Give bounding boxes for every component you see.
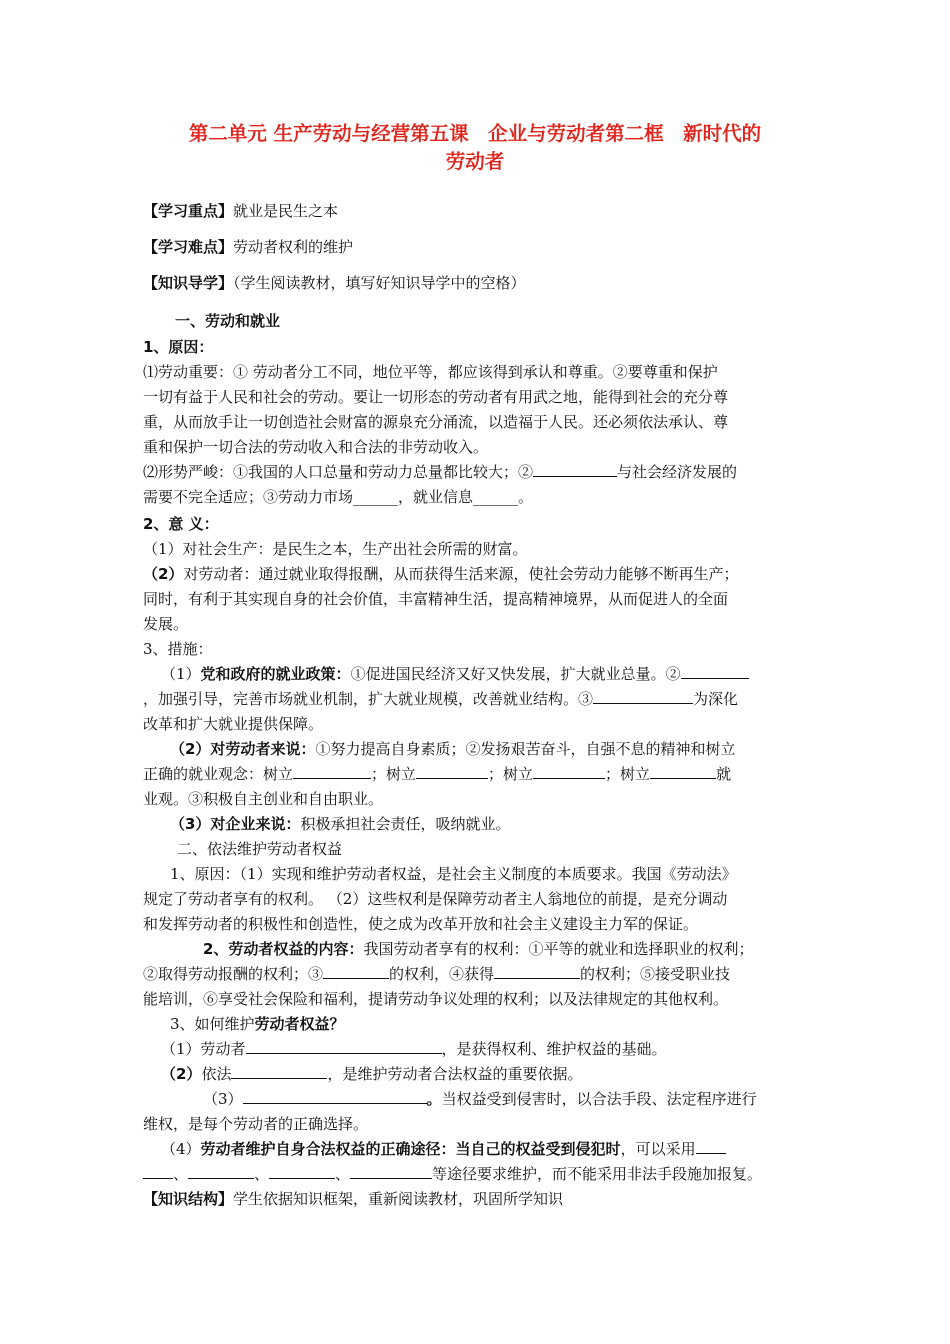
s1-meaning-a: （1）对社会生产：是民生之本，生产出社会所需的财富。 [143,540,528,558]
s2-content-text-c: 的权利；⑤接受职业技 [580,965,731,983]
fill-blank[interactable] [269,1163,335,1179]
knowledge-guide-text: （学生阅读教材，填写好知识导学中的空格） [233,274,526,292]
fill-blank[interactable] [650,763,716,779]
s1-reason-a-line1: ⑴劳动重要：① 劳动者分工不同，地位平等，都应该得到承认和尊重。②要尊重和保护 [143,363,718,381]
s1-measures-c [170,813,510,835]
s2-how-c-period: 。 [426,1090,442,1108]
s1-reason-a-line2: 一切有益于人民和社会的劳动。要让一切形态的劳动者有用武之地，能得到社会的充分尊 [143,388,729,406]
s1-reason-label: 1、原因： [143,338,214,356]
s1-measures-b-text-a: 正确的就业观念：树立 [143,765,294,783]
s1-measures-a-line1 [161,663,749,685]
s1-meaning-b-text: 对劳动者：通过就业取得报酬，从而获得生活来源，使社会劳动力能够不断再生产； [183,565,739,583]
s1-measures-a-num: （1） [161,665,201,683]
study-difficulty [143,236,353,258]
fill-blank[interactable] [246,1038,442,1054]
s2-content-line1 [203,938,753,960]
s1-reason-b-line2: 需要不完全适应；③劳动力市场______，就业信息______。 [143,488,534,506]
s2-how-d-text: ，可以采用 [620,1140,696,1158]
fill-blank[interactable] [231,1063,327,1079]
s2-content-line3: 能培训，⑥享受社会保险和福利，提请劳动争议处理的权利；以及法律规定的其他权利。 [143,990,729,1008]
knowledge-structure [143,1188,563,1210]
s2-how-a-text-2: ，是获得权利、维护权益的基础。 [441,1040,667,1058]
s1-meaning-b-num: （2） [143,565,184,583]
section-1-heading: 一、劳动和就业 [175,312,281,330]
study-focus-label: 【学习重点】 [143,202,234,220]
knowledge-guide-label: 【知识导学】 [143,274,234,292]
s1-meaning-b-line3: 发展。 [143,615,189,633]
s1-measures-a-line2 [143,688,738,710]
s2-how-c-line1 [203,1088,757,1110]
section-2-heading: 二、依法维护劳动者权益 [177,840,343,858]
fill-blank[interactable] [696,1138,726,1154]
study-focus-text: 就业是民生之本 [233,202,339,220]
s1-measures-b-heading: （2）对劳动者来说： [170,740,316,758]
s1-reason-a-line3: 重，从而放手让一切创造社会财富的源泉充分涌流，以造福于人民。还必须依法承认、尊 [143,413,729,431]
s1-meaning-b-line2: 同时，有利于其实现自身的社会价值，丰富精神生活，提高精神境界，从而促进人的全面 [143,590,729,608]
fill-blank[interactable] [593,688,693,704]
s1-measures-c-heading: （3）对企业来说： [170,815,301,833]
s1-meaning-label: 2、意 义： [143,515,219,533]
fill-blank[interactable] [188,1163,254,1179]
s1-measures-b-text-d: ；树立 [605,765,651,783]
s1-measures-a-text-3: 为深化 [693,690,739,708]
knowledge-guide [143,272,526,294]
s1-reason-b-text-2: 与社会经济发展的 [617,463,738,481]
s2-reason-line1: 1、原因：（1）实现和维护劳动者权益，是社会主义制度的本质要求。我国《劳动法》 [170,865,737,883]
s2-how-c-line2: 维权，是每个劳动者的正确选择。 [143,1115,369,1133]
s1-measures-b-line2 [143,763,731,785]
s2-content-heading: 2、劳动者权益的内容： [203,940,364,958]
page-title [120,120,830,176]
s1-meaning-b-line1 [143,563,738,585]
s2-how-b-text-1: 依法 [201,1065,232,1083]
fill-blank[interactable] [681,663,749,679]
knowledge-structure-label: 【知识结构】 [143,1190,234,1208]
fill-blank[interactable] [243,1088,427,1104]
s2-content-text: 我国劳动者享有的权利：①平等的就业和选择职业的权利； [363,940,754,958]
fill-blank[interactable] [323,963,389,979]
s1-measures-a-text-2: ，加强引导，完善市场就业机制，扩大就业规模，改善就业结构。③ [143,690,594,708]
s2-content-text-a: ②取得劳动报酬的权利；③ [143,965,324,983]
s1-measures-label: 3、措施： [143,640,213,658]
s2-how-d-line1 [161,1138,726,1160]
s2-reason-line3: 和发挥劳动者的积极性和创造性，使之成为改革开放和社会主义建设主力军的保证。 [143,915,699,933]
fill-blank[interactable] [350,1163,432,1179]
s1-measures-a-text: ①促进国民经济又好又快发展，扩大就业总量。② [350,665,681,683]
study-difficulty-text: 劳动者权利的维护 [233,238,354,256]
s2-how-text-a: 3、如何维护 [170,1015,255,1033]
s1-measures-b-text-c: ；树立 [488,765,534,783]
fill-blank[interactable] [533,763,605,779]
s1-measures-b-text-e: 就 [716,765,732,783]
s2-how-d-heading: 劳动者维护自身合法权益的正确途径：当自己的权益受到侵犯时 [200,1140,621,1158]
fill-blank[interactable] [293,763,371,779]
s2-how-d-sep-3: 、 [335,1165,351,1183]
s1-measures-c-text: 积极承担社会责任，吸纳就业。 [300,815,511,833]
s2-how-a-text-1: （1）劳动者 [161,1040,246,1058]
study-focus [143,200,338,222]
s1-measures-b-line3: 业观。③积极自主创业和自由职业。 [143,790,384,808]
s1-reason-b-text-1: ⑵形势严峻：①我国的人口总量和劳动力总量都比较大；② [143,463,534,481]
s1-measures-a-line3: 改革和扩大就业提供保障。 [143,715,324,733]
fill-blank[interactable] [494,963,580,979]
s2-how-c-num: （3） [203,1090,243,1108]
title-line-1: 第二单元 生产劳动与经营第五课 企业与劳动者第二框 新时代的 [188,122,762,145]
s1-reason-a-line4: 重和保护一切合法的劳动收入和合法的非劳动收入。 [143,438,489,456]
study-difficulty-label: 【学习难点】 [143,238,234,256]
s2-how-b-text-2: ，是维护劳动者合法权益的重要依据。 [327,1065,583,1083]
s2-how-c-text: 当权益受到侵害时，以合法手段、法定程序进行 [441,1090,757,1108]
s2-how-text-b: 劳动者权益？ [254,1015,345,1033]
s2-how-heading [170,1013,345,1035]
s2-how-b-num: （2） [161,1065,202,1083]
s1-measures-a-heading: 党和政府的就业政策： [200,665,351,683]
s1-reason-b-line1 [143,461,737,483]
s2-how-d-line2 [143,1163,762,1185]
knowledge-structure-text: 学生依据知识框架，重新阅读教材，巩固所学知识 [233,1190,564,1208]
s2-how-d-sep-1: 、 [173,1165,189,1183]
s2-content-text-b: 的权利，④获得 [389,965,495,983]
s1-measures-b-text: ①努力提高自身素质；②发扬艰苦奋斗，自强不息的精神和树立 [315,740,736,758]
s1-measures-b-text-b: ；树立 [371,765,417,783]
s2-how-a [161,1038,667,1060]
s2-reason-line2: 规定了劳动者享有的权利。 （2）这些权利是保障劳动者主人翁地位的前提，是充分调动 [143,890,728,908]
s2-how-b [161,1063,582,1085]
fill-blank[interactable] [416,763,488,779]
s2-content-line2 [143,963,730,985]
title-line-2: 劳动者 [445,150,505,173]
s1-measures-b-line1 [170,738,735,760]
s2-how-d-sep-2: 、 [254,1165,270,1183]
s2-how-d-num: （4） [161,1140,201,1158]
fill-blank[interactable] [533,461,617,477]
fill-blank[interactable] [143,1163,173,1179]
s2-how-d-text-2: 等途径要求维护，而不能采用非法手段施加报复。 [432,1165,763,1183]
